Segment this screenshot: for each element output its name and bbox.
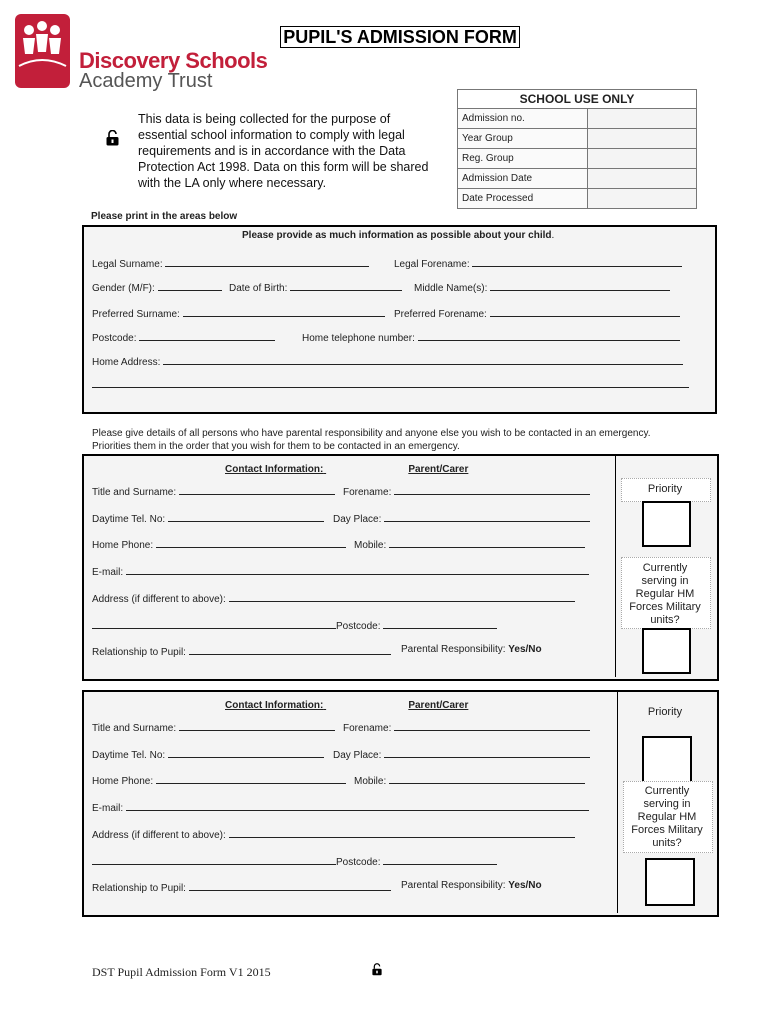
data-protection-notice: This data is being collected for the purpose of essential school information to comply with legal requirements and is in accordance with the Data Protection Act 1998. Data on this form will be shared with the LA only where necessary.: [138, 112, 429, 190]
preferred-surname-field[interactable]: [183, 306, 385, 317]
priority-label: Priority: [647, 483, 683, 495]
school-use-heading: SCHOOL USE ONLY: [458, 90, 697, 109]
title-surname-row: Title and Surname:: [92, 720, 335, 734]
title-surname-field[interactable]: [179, 720, 335, 731]
email-row: E-mail:: [92, 800, 589, 814]
day-place-field[interactable]: [384, 511, 590, 522]
military-question: Currently serving in Regular HM Forces Military units?: [629, 562, 701, 626]
military-box[interactable]: [642, 628, 691, 674]
address-field[interactable]: [229, 591, 575, 602]
military-box[interactable]: [645, 858, 695, 906]
priority-box[interactable]: [642, 736, 692, 783]
title-surname-field[interactable]: [179, 484, 335, 495]
home-phone-row: Home Phone:: [92, 537, 346, 551]
address-row: Address (if different to above):: [92, 827, 575, 841]
contact-panel-divider: [615, 456, 616, 677]
home-phone-row: Home Phone:: [92, 773, 346, 787]
pupil-panel-header: Please provide as much information as possible about your child.: [242, 230, 555, 241]
day-place-field[interactable]: [384, 747, 590, 758]
page-title: PUPIL'S ADMISSION FORM: [280, 26, 520, 48]
home-address-line-2[interactable]: [92, 387, 689, 388]
year-group-field[interactable]: [588, 129, 697, 149]
address-field[interactable]: [229, 827, 575, 838]
email-row: E-mail:: [92, 564, 589, 578]
reg-group-field[interactable]: [588, 149, 697, 169]
relationship-field[interactable]: [189, 880, 391, 891]
day-place-row: Day Place:: [333, 747, 590, 761]
logo-emblem: [15, 14, 70, 88]
daytime-tel-row: Daytime Tel. No:: [92, 511, 324, 525]
admission-no-field[interactable]: [588, 109, 697, 129]
dob-field[interactable]: [290, 280, 402, 291]
contacts-intro-2: Priorities them in the order that you wish for them to be contacted in an emergency.: [92, 441, 460, 452]
preferred-forename-row: Preferred Forename:: [394, 306, 680, 320]
home-phone-field[interactable]: [156, 773, 346, 784]
admission-date-field[interactable]: [588, 169, 697, 189]
mobile-row: Mobile:: [354, 773, 585, 787]
postcode-field[interactable]: [139, 330, 275, 341]
legal-forename-row: Legal Forename:: [394, 256, 682, 270]
gender-row: Gender (M/F):: [92, 280, 222, 294]
address-row: Address (if different to above):: [92, 591, 575, 605]
day-place-row: Day Place:: [333, 511, 590, 525]
daytime-tel-row: Daytime Tel. No:: [92, 747, 324, 761]
contact-panel-divider: [617, 692, 618, 913]
postcode-row: Postcode:: [92, 618, 497, 632]
mobile-row: Mobile:: [354, 537, 585, 551]
school-use-label: Admission no.: [458, 109, 588, 129]
postcode-row: Postcode:: [92, 854, 497, 868]
forename-field[interactable]: [394, 484, 590, 495]
contact-info-heading: Contact Information: Parent/Carer: [225, 464, 469, 475]
legal-surname-row: Legal Surname:: [92, 256, 369, 270]
daytime-tel-field[interactable]: [168, 747, 324, 758]
school-use-label: Year Group: [458, 129, 588, 149]
print-instruction: Please print in the areas below: [91, 211, 238, 222]
school-use-label: Admission Date: [458, 169, 588, 189]
relationship-row: Relationship to Pupil:: [92, 880, 391, 894]
forename-row: Forename:: [343, 484, 590, 498]
logo-subtitle: Academy Trust: [79, 70, 213, 92]
parental-responsibility-row: Parental Responsibility: Yes/No: [401, 880, 542, 891]
lock-icon: [106, 130, 119, 151]
yes-no-option[interactable]: Yes/No: [508, 644, 542, 655]
legal-surname-field[interactable]: [165, 256, 369, 267]
contact-postcode-field[interactable]: [383, 618, 497, 629]
footer-lock-icon: [372, 963, 382, 981]
date-processed-field[interactable]: [588, 189, 697, 209]
yes-no-option[interactable]: Yes/No: [508, 880, 542, 891]
daytime-tel-field[interactable]: [168, 511, 324, 522]
mobile-field[interactable]: [389, 773, 585, 784]
forename-field[interactable]: [394, 720, 590, 731]
address-line-2-field[interactable]: [92, 854, 336, 865]
home-telephone-field[interactable]: [418, 330, 680, 341]
middle-name-row: Middle Name(s):: [414, 280, 670, 294]
relationship-field[interactable]: [189, 644, 391, 655]
logo-name: Discovery Schools: [79, 48, 268, 73]
dob-row: Date of Birth:: [229, 280, 402, 294]
email-field[interactable]: [126, 800, 589, 811]
gender-field[interactable]: [158, 280, 222, 291]
mobile-field[interactable]: [389, 537, 585, 548]
priority-box[interactable]: [642, 501, 691, 547]
relationship-row: Relationship to Pupil:: [92, 644, 391, 658]
middle-name-field[interactable]: [490, 280, 670, 291]
school-use-label: Reg. Group: [458, 149, 588, 169]
email-field[interactable]: [126, 564, 589, 575]
contacts-intro-1: Please give details of all persons who have parental responsibility and anyone else you wish to be contacted in an emergency.: [92, 428, 651, 439]
forename-row: Forename:: [343, 720, 590, 734]
legal-forename-field[interactable]: [472, 256, 682, 267]
contact-postcode-field[interactable]: [383, 854, 497, 865]
home-address-field[interactable]: [163, 354, 683, 365]
preferred-surname-row: Preferred Surname:: [92, 306, 385, 320]
footer-form-version: DST Pupil Admission Form V1 2015: [92, 965, 271, 979]
contact-info-heading: Contact Information: Parent/Carer: [225, 700, 469, 711]
home-phone-field[interactable]: [156, 537, 346, 548]
postcode-row: Postcode:: [92, 330, 275, 344]
home-address-row: Home Address:: [92, 354, 683, 368]
address-line-2-field[interactable]: [92, 618, 336, 629]
parental-responsibility-row: Parental Responsibility: Yes/No: [401, 644, 542, 655]
title-surname-row: Title and Surname:: [92, 484, 335, 498]
military-question: Currently serving in Regular HM Forces Military units?: [631, 785, 703, 849]
home-telephone-row: Home telephone number:: [302, 330, 680, 344]
priority-label: Priority: [647, 706, 683, 718]
school-use-table: [457, 89, 697, 209]
school-use-label: Date Processed: [458, 189, 588, 209]
preferred-forename-field[interactable]: [490, 306, 680, 317]
